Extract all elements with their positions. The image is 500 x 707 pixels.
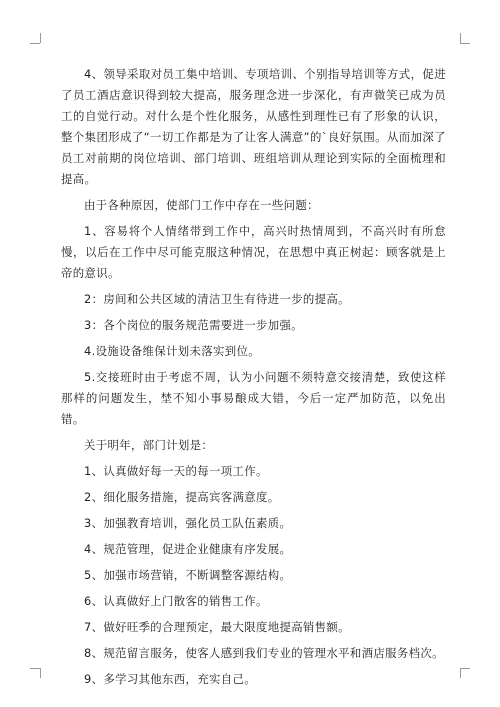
- paragraph-problem-3: 3：各个岗位的服务规范需要进一步加强。: [84, 318, 303, 332]
- paragraph-problem-2: 2：房间和公共区域的清洁卫生有待进一步的提高。: [84, 292, 350, 306]
- paragraph-problem-5: 5.交接班时由于考虑不周，认为小问题不须特意交接清楚，致使这样那样的问题发生，埜不知小事易酿成大错，今后一定严加防范，以免出错。: [61, 370, 446, 426]
- paragraph-plan-3: 3、加强教育培训，强化员工队伍素质。: [84, 516, 292, 530]
- paragraph-plan-9: 9、多学习其他东西，充实自己。: [84, 672, 256, 686]
- paragraph-plan-4: 4、规范管理，促进企业健康有序发展。: [84, 542, 292, 556]
- paragraph-problem-1: 1、容易将个人情绪带到工作中，高兴时热情周到，不高兴时有所怠慢，以后在工作中尽可能克服这种情况，在思想中真正树起：顾客就是上帝的意识。: [61, 224, 446, 280]
- paragraph-problems-intro: 由于各种原因，使部门工作中存在一些问题：: [84, 198, 319, 212]
- paragraph-plan-5: 5、加强市场营销，不断调整客源结构。: [84, 568, 292, 582]
- paragraph-plan-8: 8、规范留言服务，使客人感到我们专业的管理水平和酒店服务档次。: [84, 646, 444, 660]
- document-body: [61, 64, 446, 695]
- paragraph-plan-6: 6、认真做好上门散客的销售工作。: [84, 594, 268, 608]
- paragraph-plan-1: 1、认真做好每一天的每一项工作。: [84, 464, 268, 478]
- paragraph-plan-2: 2、细化服务措施，提高宾客满意度。: [84, 490, 280, 504]
- paragraph-problem-4: 4.设施设备维保计划未落实到位。: [84, 344, 260, 358]
- paragraph-plan-intro: 关于明年，部门计划是：: [84, 438, 214, 452]
- paragraph-plan-7: 7、做好旺季的合理预定，最大限度地提高销售额。: [84, 620, 350, 634]
- paragraph-training-results: 4、领导采取对员工集中培训、专项培训、个别指导培训等方式，促进了员工酒店意识得到较大提高，服务理念进一步深化，有声微笑已成为员工的自觉行动。对什么是个性化服务，从感性到理性已有了形象的认识，整个集团形成了“一切工作都是为了让客人满意”的`良好氛围。从而加深了员工对前期的岗位培训、部门培训、班组培训从理论到实际的全面梳理和提高。: [61, 67, 446, 186]
